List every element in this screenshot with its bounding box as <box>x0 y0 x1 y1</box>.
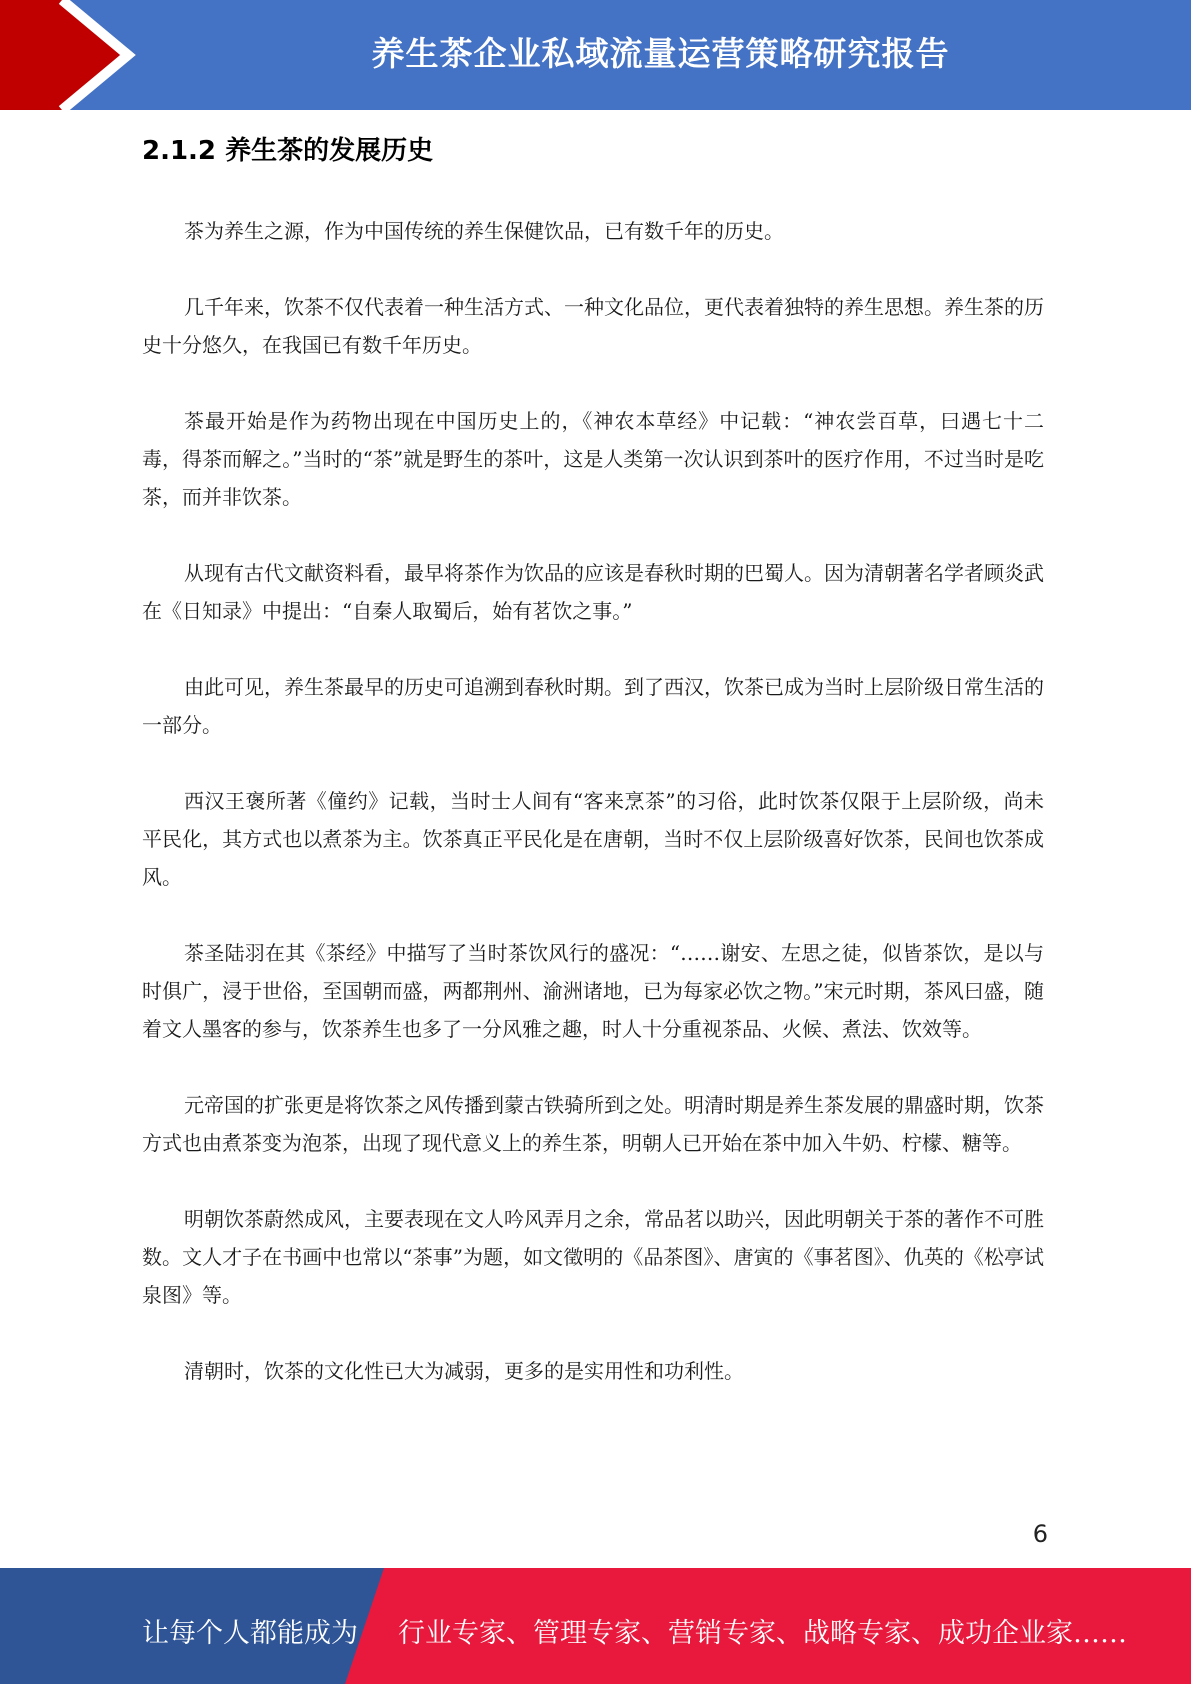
paragraph: 茶为养生之源，作为中国传统的养生保健饮品，已有数千年的历史。 <box>184 219 784 243</box>
body-text <box>142 212 1044 1428</box>
page-header <box>0 0 1191 110</box>
paragraph: 元帝国的扩张更是将饮茶之风传播到蒙古铁骑所到之处。明清时期是养生茶发展的鼎盛时期，饮茶方式也由煮茶变为泡茶，出现了现代意义上的养生茶，明朝人已开始在茶中加入牛奶、柠檬、糖等。 <box>142 1093 1044 1155</box>
footer-slogan-right: 行业专家、管理专家、营销专家、战略专家、成功企业家…… <box>398 1618 1127 1649</box>
page-number: 6 <box>1032 1520 1048 1548</box>
paragraph: 茶圣陆羽在其《茶经》中描写了当时茶饮风行的盛况：“……谢安、左思之徒，似皆茶饮，是以与时俱广，浸于世俗，至国朝而盛，两都荆州、渝洲诸地，已为每家必饮之物。”宋元时期，茶风曰盛，随着文人墨客的参与，饮茶养生也多了一分风雅之趣，时人十分重视茶品、火候、煮法、饮效等。 <box>142 941 1044 1041</box>
paragraph: 西汉王褒所著《僮约》记载，当时士人间有“客来烹茶”的习俗，此时饮茶仅限于上层阶级，尚未平民化，其方式也以煮茶为主。饮茶真正平民化是在唐朝，当时不仅上层阶级喜好饮茶，民间也饮茶成风。 <box>142 789 1044 889</box>
page-footer <box>0 1568 1191 1684</box>
report-title: 养生茶企业私域流量运营策略研究报告 <box>371 34 950 73</box>
paragraph: 由此可见，养生茶最早的历史可追溯到春秋时期。到了西汉，饮茶已成为当时上层阶级日常生活的一部分。 <box>142 675 1044 737</box>
paragraph: 明朝饮茶蔚然成风，主要表现在文人吟风弄月之余，常品茗以助兴，因此明朝关于茶的著作不可胜数。文人才子在书画中也常以“茶事”为题，如文徵明的《品茶图》、唐寅的《事茗图》、仇英的《松亭试泉图》等。 <box>142 1207 1044 1307</box>
paragraph: 清朝时，饮茶的文化性已大为减弱，更多的是实用性和功利性。 <box>184 1359 744 1383</box>
paragraph: 茶最开始是作为药物出现在中国历史上的，《神农本草经》中记载：“神农尝百草，曰遇七十二毒，得茶而解之。”当时的“茶”就是野生的茶叶，这是人类第一次认识到茶叶的医疗作用，不过当时是吃茶，而并非饮茶。 <box>142 409 1044 509</box>
paragraph: 从现有古代文献资料看，最早将茶作为饮品的应该是春秋时期的巴蜀人。因为清朝著名学者顾炎武在《日知录》中提出：“自秦人取蜀后，始有茗饮之事。” <box>142 561 1044 623</box>
footer-slogan-left: 让每个人都能成为 <box>142 1618 358 1649</box>
paragraph: 几千年来，饮茶不仅代表着一种生活方式、一种文化品位，更代表着独特的养生思想。养生茶的历史十分悠久，在我国已有数千年历史。 <box>142 295 1044 357</box>
section-heading: 2.1.2 养生茶的发展历史 <box>142 136 434 166</box>
